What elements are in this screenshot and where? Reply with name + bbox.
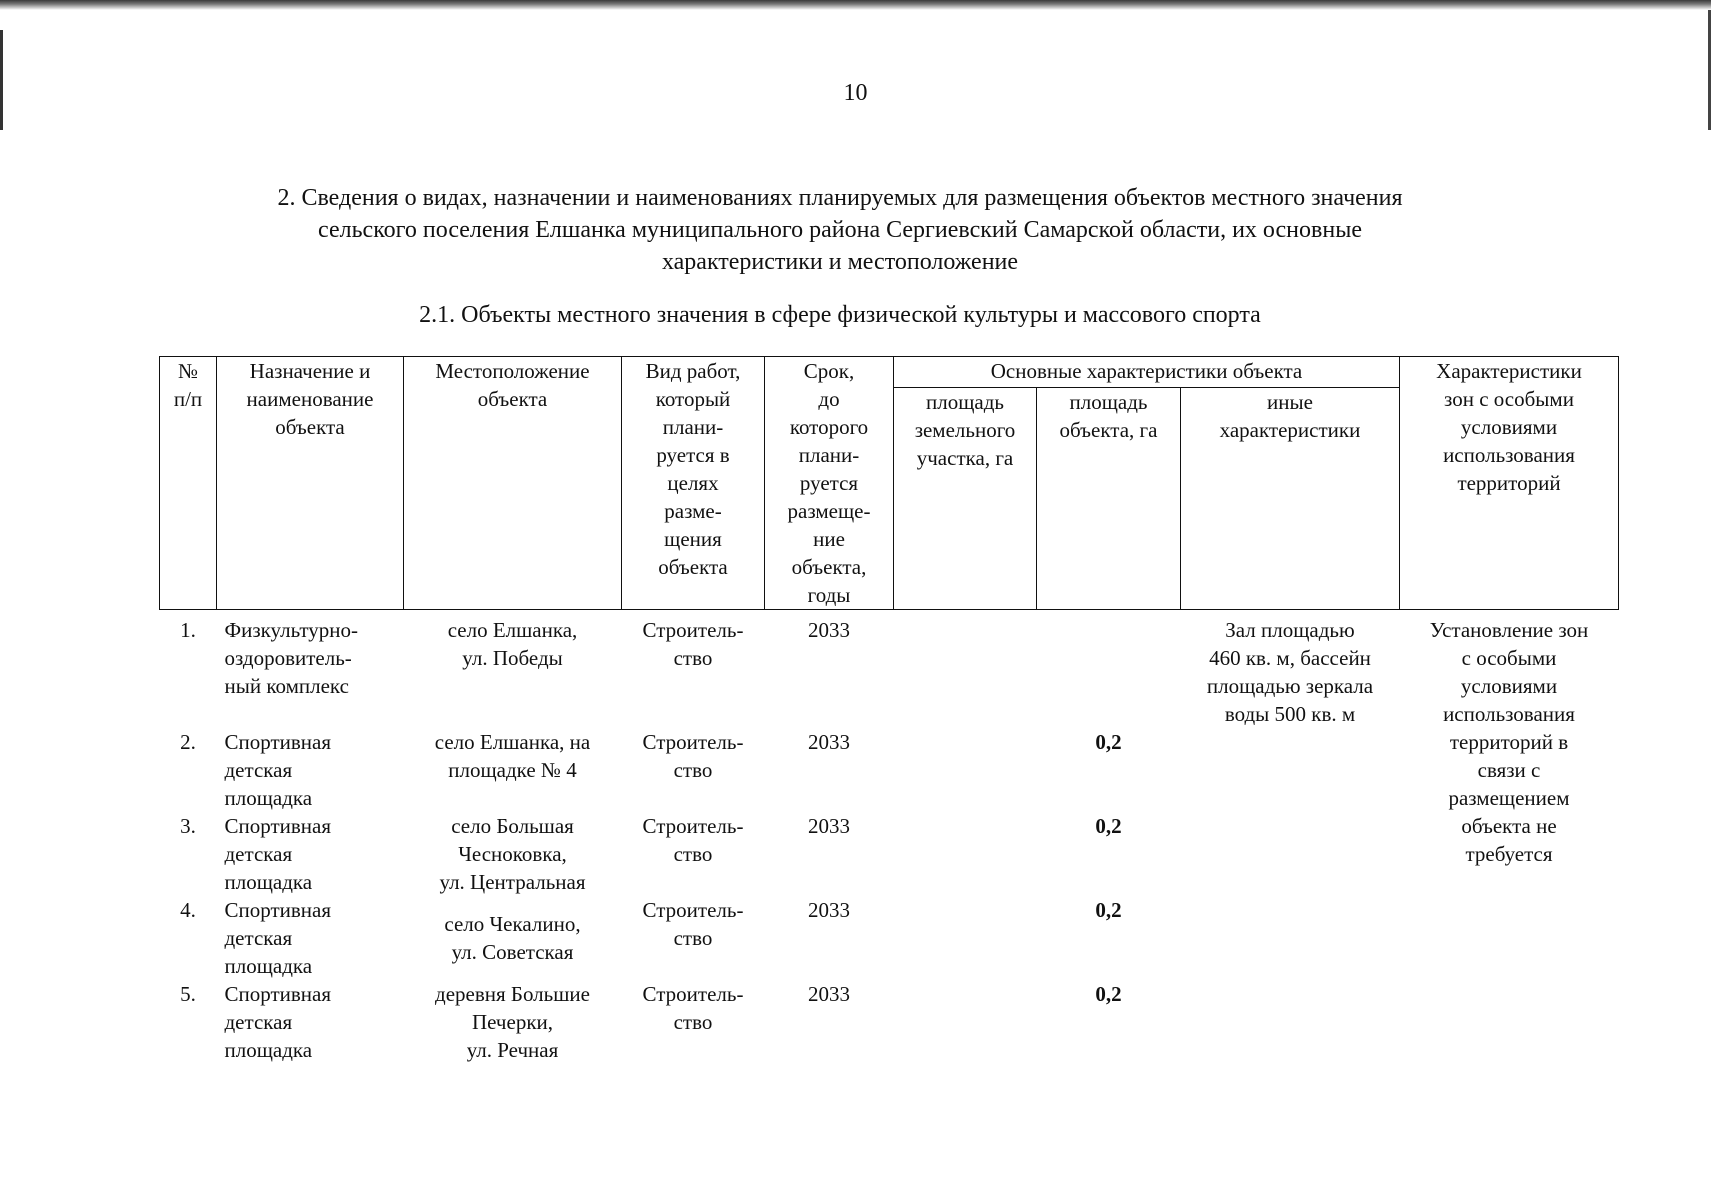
row-other [1181,812,1400,896]
header-other: иные характеристики [1181,388,1400,610]
row-location: деревня Большие Печерки, ул. Речная [435,982,590,1062]
row-land-area [894,980,1037,1064]
row-land-area [894,812,1037,896]
row-land-area [894,610,1037,729]
row-num: 1. [180,618,196,642]
row-location: село Елшанка, ул. Победы [447,618,578,670]
row-object-area: 0,2 [1095,730,1122,754]
row-name: Спортивная детская площадка [224,814,332,894]
objects-table [159,356,1619,1064]
row-object-area: 0,2 [1095,898,1122,922]
header-work: Вид работ, который плани- руется в целях разме- щения объекта [622,357,765,610]
row-term: 2033 [808,618,850,642]
header-zones: Характеристики зон с особыми условиями использования территорий [1400,357,1619,610]
row-work: Строитель- ство [642,618,744,670]
row-name: Физкультурно- оздоровитель- ный комплекс [224,618,358,698]
row-location: село Елшанка, на площадке № 4 [434,730,591,782]
row-other: Зал площадью 460 кв. м, бассейн площадью зеркала воды 500 кв. м [1206,618,1374,726]
row-num: 2. [180,730,196,754]
row-num: 3. [180,814,196,838]
row-other [1181,728,1400,812]
row-work: Строитель- ство [642,814,744,866]
header-name: Назначение и наименование объекта [217,357,404,610]
page-number: 10 [843,80,868,106]
header-land-area: площадь земельного участка, га [894,388,1037,610]
row-work: Строитель- ство [642,982,744,1034]
row-object-area [1037,610,1181,729]
row-term: 2033 [808,982,850,1006]
header-num: № п/п [160,357,217,610]
table-body [160,610,1619,1065]
row-work: Строитель- ство [642,730,744,782]
row-other [1181,980,1400,1064]
header-location: Местоположение объекта [404,357,622,610]
row-location: село Большая Чесноковка, ул. Центральная [439,814,586,894]
row-land-area [894,728,1037,812]
row-object-area: 0,2 [1095,814,1122,838]
table-row [160,610,1619,729]
row-name: Спортивная детская площадка [224,982,332,1062]
row-land-area [894,896,1037,980]
row-term: 2033 [808,814,850,838]
row-term: 2033 [808,898,850,922]
row-zones: Установление зон с особыми условиями использования территорий в связи с размещением объекта не требуется [1429,618,1589,866]
row-name: Спортивная детская площадка [224,898,332,978]
table-header [160,357,1619,610]
row-num: 4. [180,898,196,922]
row-object-area: 0,2 [1095,982,1122,1006]
header-object-area: площадь объекта, га [1037,388,1181,610]
row-work: Строитель- ство [642,898,744,950]
row-num: 5. [180,982,196,1006]
row-name: Спортивная детская площадка [224,730,332,810]
header-term: Срок, до которого плани- руется размеще- ние объекта, годы [765,357,894,610]
scan-top-edge [0,0,1711,10]
row-other [1181,896,1400,980]
row-location: село Чекалино, ул. Советская [444,912,581,964]
row-term: 2033 [808,730,850,754]
header-main-characteristics: Основные характеристики объекта [894,357,1400,388]
section-title: 2. Сведения о видах, назначении и наименованиях планируемых для размещения объектов местного значения сельского поселения Елшанка муниципального района Сергиевский Самарской области, их основные характеристики и местоположение [277,185,1403,275]
subsection-title: 2.1. Объекты местного значения в сфере физической культуры и массового спорта [419,302,1261,328]
